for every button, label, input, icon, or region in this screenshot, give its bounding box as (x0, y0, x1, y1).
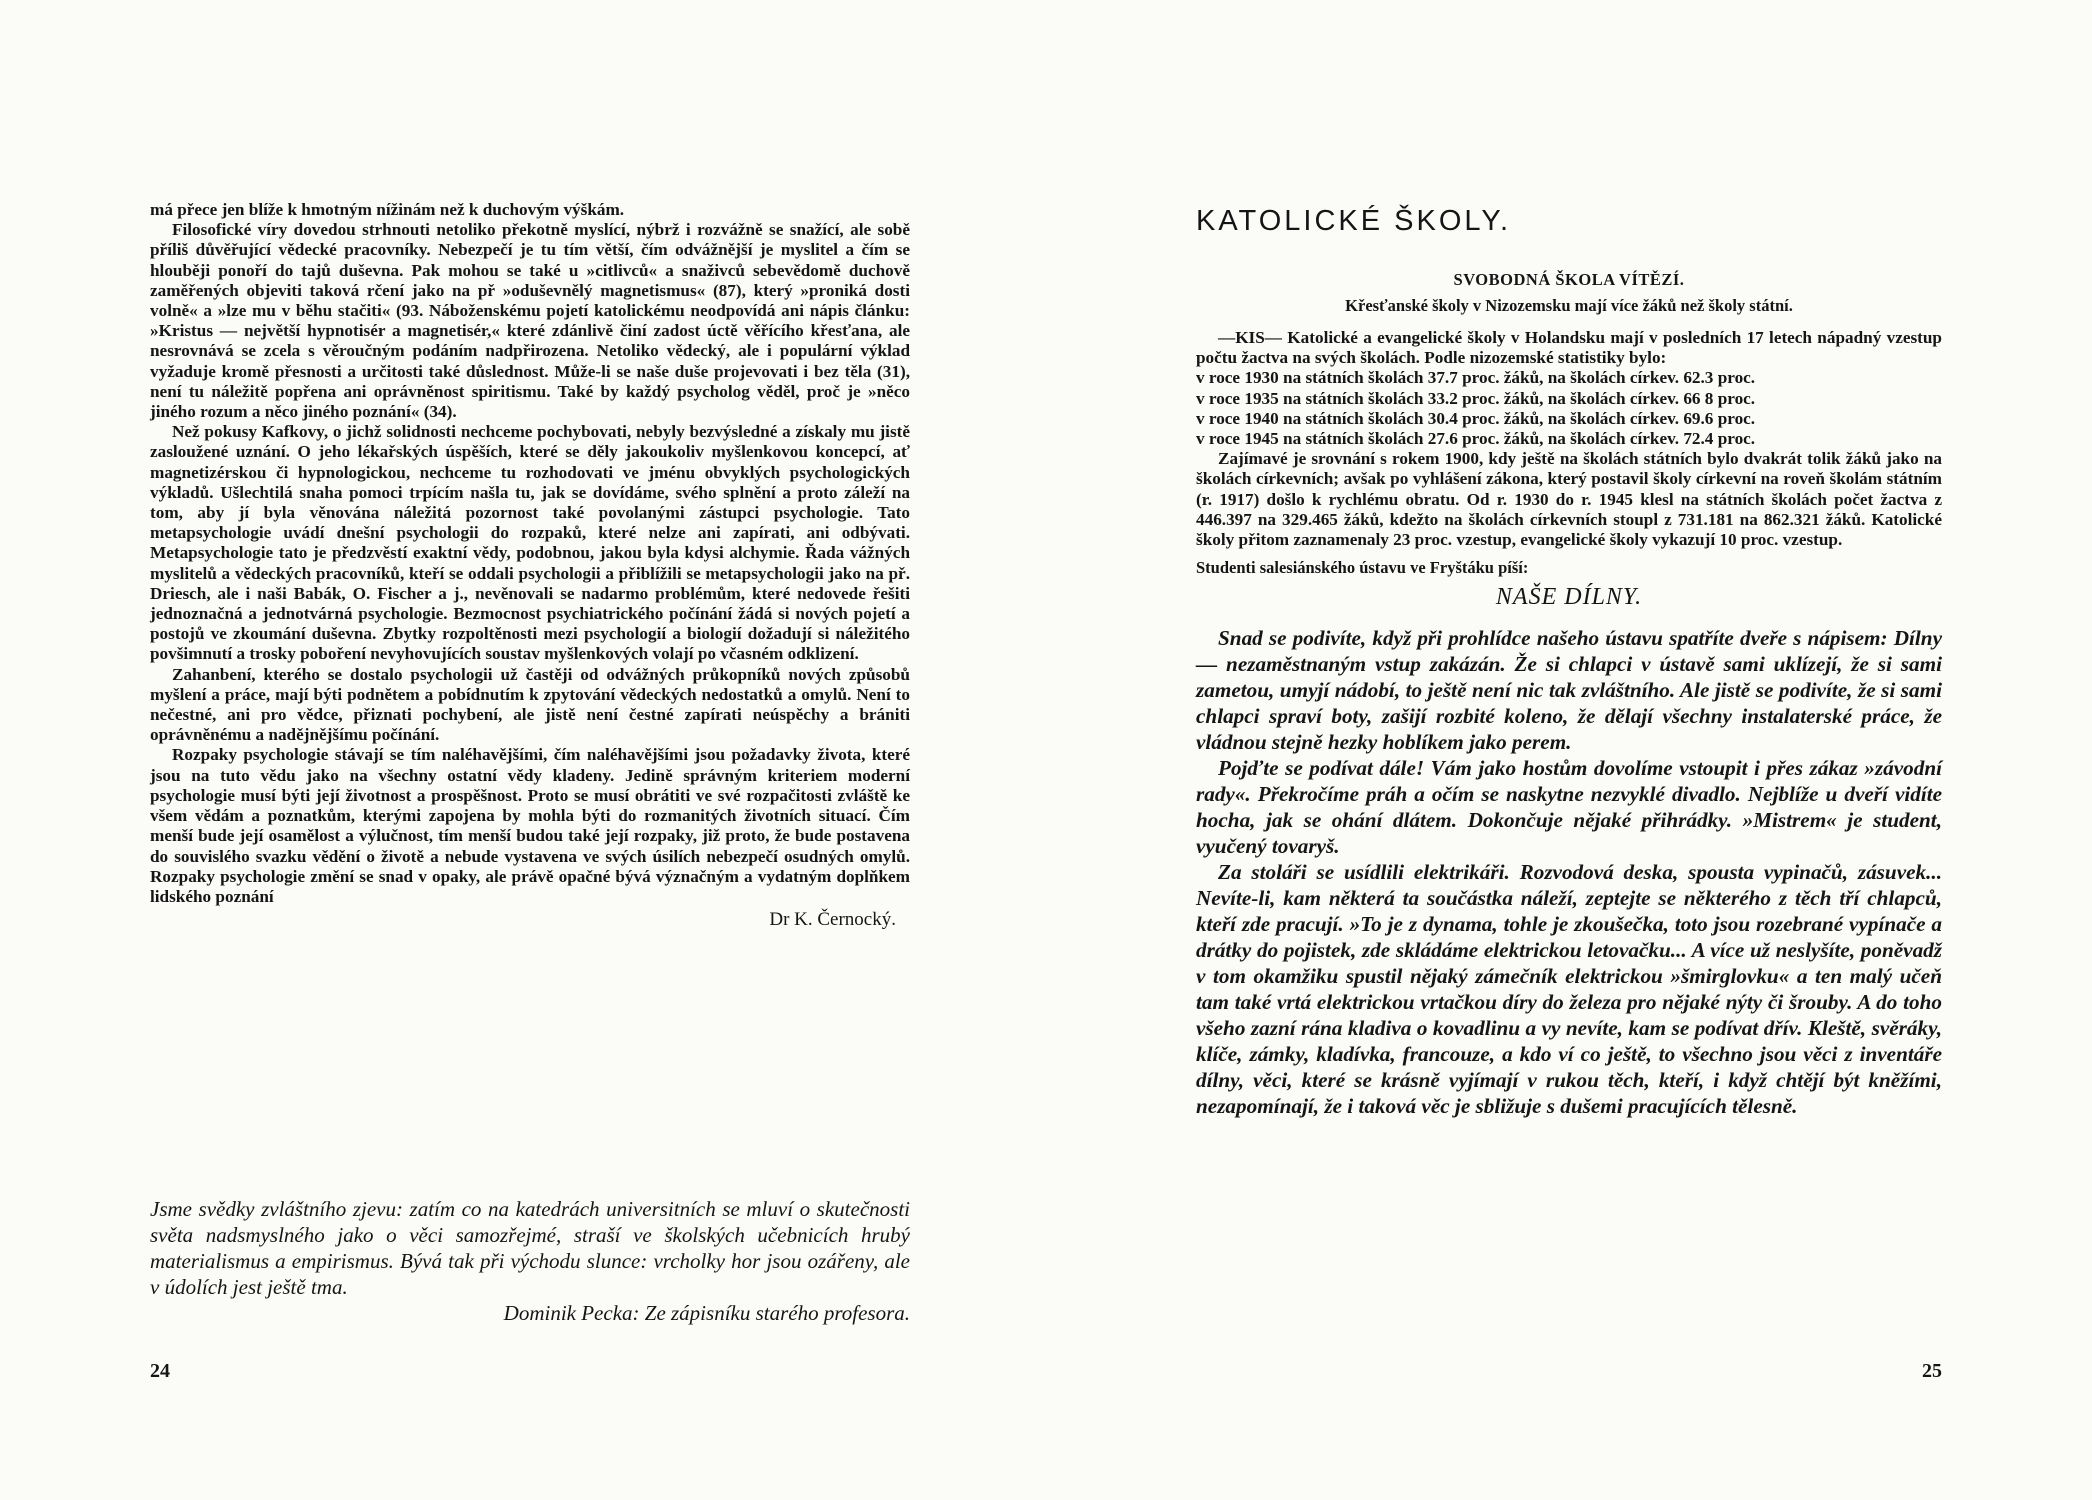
students-intro: Studenti salesiánského ústavu ve Fryštáku píší: (1196, 558, 1529, 578)
quote-attribution: Dominik Pecka: Ze zápisníku starého profesora. (503, 1301, 910, 1325)
left-paragraph: Rozpaky psychologie stávají se tím naléhavějšími, čím naléhavějšími jsou požadavky života, které jsou na tuto vědu jako na všechny ostatní vědy kladeny. Jedině správným kriteriem moderní psychologie musí býti její životnost a prospěšnost. Proto se musí obrátiti ve své rozpačitosti zvláště ke všem vědám a poznatkům, kterými zapojena by mohla býti do rozmanitých životních situací. Čím menší bude její osamělost a výlučnost, tím menší budou také její rozpaky, již proto, že bude postavena do souvislého svazku vědění o životě a nebude vystavena ve svých úsilích nebezpečí osudných omylů. Rozpaky psychologie změní se snad v opaky, ale právě opačné bývá význačným a vydatným doplňkem lidského poznání (150, 745, 910, 906)
left-paragraph: Zahanbení, kterého se dostalo psychologii už častěji od odvážných průkopníků nových způsobů myšlení a práce, mají býti podnětem a pobídnutím k zpytování vědeckých nedostatků a omylů. Není to nečestné, ani pro vědce, přiznati pochybení, ale jistě není čestné zapírati neúspěchy a brániti oprávněnému a nadějnějšímu počínání. (150, 664, 910, 745)
right-page (1046, 0, 2092, 1500)
workshop-title: NAŠE DÍLNY. (1495, 584, 1643, 611)
quote-block (150, 1196, 910, 1326)
section-title: KATOLICKÉ ŠKOLY. (1196, 205, 1512, 237)
workshop-paragraph: Pojďte se podívat dále! Vám jako hostům dovolíme vstoupit i přes zákaz »závodní rady«. Překročíme práh a očím se naskytne nezvyklé divadlo. Nejblíže u dveří vidíte hocha, jak se ohání dlátem. Dokončuje nějaké přihrádky. »Mistrem« je student, vyučený tovaryš. (1196, 756, 1942, 859)
left-paragraph: Než pokusy Kafkovy, o jichž solidnosti nechceme pochybovati, nebyly bezvýsledné a získaly mu jistě zasloužené uznání. O jeho lékařských úspěších, které se děly jakoukoliv myšlenkovou koncepcí, ať magnetizérskou či hypnologickou, nechceme tu rozhodovati ve jménu obvyklých psychologických výkladů. Ušlechtilá snaha pomoci trpícím našla tu, jak se dovídáme, svého splnění a proto záleží na tom, aby jí byla věnována náležitá pozornost také povolanými zástupci psychologie. Tato metapsychologie uvádí dnešní psychologii do rozpaků, které nelze ani zapírati, ani odbývati. Metapsychologie tato je předzvěstí exaktní vědy, podobnou, jakou byla kdysi alchymie. Řada vážných myslitelů a vědeckých pracovníků, kteří se oddali psychologii a přiblížili se metapsychologii jako na př. Driesch, ale i naši Babák, O. Fischer a j., nevěnovali se nadarmo problémům, které nedovede řešiti jednoznačná a jednotvárná psychologie. Bezmocnost psychiatrického počínání žádá si nových pojetí a postojů ve zkoumání duševna. Zbytky rozpoltěnosti mezi psychologií a biologií dožadují si náležitého povšimnutí a trosky poboření nevyhovujících soustav myšlenkových volají po včasném odklizení. (150, 422, 910, 664)
page-number-left: 24 (150, 1360, 170, 1382)
statistics-line: v roce 1930 na státních školách 37.7 proc. žáků, na školách církev. 62.3 proc. (1196, 368, 1756, 388)
workshop-article-body (1196, 625, 1942, 1119)
article-subtitle: Křesťanské školy v Nizozemsku mají více žáků než školy státní. (1345, 296, 1793, 315)
page-number-right: 25 (1922, 1360, 1942, 1382)
article-title: SVOBODNÁ ŠKOLA VÍTĚZÍ. (1453, 270, 1685, 289)
news-followup: Zajímavé je srovnání s rokem 1900, kdy ještě na školách státních bylo dvakrát tolik žáků jako na školách církevních; avšak po vyhlášení zákona, který postavil školy církevní na roveň školám státním (r. 1917) došlo k rychlému obratu. Od r. 1930 do r. 1945 klesl na státních školách počet žactva z 446.397 na 329.465 žáků, kdežto na školách církevních stoupl z 731.181 na 862.321 žáků. Katolické školy přitom zaznamenaly 23 proc. vzestup, evangelické školy vykazují 10 proc. vzestup. (1196, 449, 1942, 550)
left-paragraph: má přece jen blíže k hmotným nížinám než k duchovým výškám. (150, 200, 625, 219)
statistics-line: v roce 1935 na státních školách 33.2 proc. žáků, na školách církev. 66 8 proc. (1196, 388, 1756, 408)
statistics-line: v roce 1940 na státních školách 30.4 proc. žáků, na školách církev. 69.6 proc. (1196, 408, 1756, 428)
left-paragraph: Filosofické víry dovedou strhnouti netoliko překotně myslící, nýbrž i rozvážně se snažící, ale sobě příliš důvěřující vědecké pracovníky. Nebezpečí je tu tím větší, čím odvážnější je myslitel a čím se hlouběji ponoří do tajů duševna. Pak mohou se také u »citlivců« a snaživců sebevědomě duchově zaměřených objeviti taková rčení jako na př »oduševnělý magnetismus« (87), který »proniká dosti volně« a »lze mu v běhu stačiti« (93. Náboženskému pojetí katolickému neodpovídá ani nápis článku: »Kristus — největší hypnotisér a magnetisér,« které zdánlivě činí zadost úctě věřícího křesťana, ale nesrovnává se zcela s věroučným podáním nadpřirozena. Netoliko vědecký, ale i populární výklad vyžaduje kromě přesnosti a určitosti také důslednost. Může-li se naše duše projevovati i bez těla (31), není tu náležitě popřena ani oprávněnost spiritismu. Také by každý psycholog věděl, proč je »něco jiného rozum a něco jiného poznání« (34). (150, 220, 910, 422)
workshop-paragraph: Snad se podivíte, když při prohlídce našeho ústavu spatříte dveře s nápisem: Dílny — nezaměstnaným vstup zakázán. Že si chlapci v ústavě sami uklízejí, že si sami zametou, umyjí nádobí, to ještě není nic tak zvláštního. Ale jistě se podivíte, že si sami chlapci spraví boty, zašijí rozbité koleno, že dělají všechny instalaterské práce, že vládnou stejně hezky hoblíkem jako perem. (1196, 626, 1942, 755)
workshop-paragraph: Za stoláři se usídlili elektrikáři. Rozvodová deska, spousta vypinačů, zásuvek... Nevíte-li, kam některá ta součástka náleží, zeptejte se některého z těch tří chlapců, kteří zde pracují. »To je z dynama, tohle je zkoušečka, toto jsou rozebrané vypínače a drátky do pojistek, zde skládáme elektrickou letovačku... A více už neslyšíte, poněvadž v tom okamžiku spustil nějaký zámečník elektrickou »šmirglovku« a ten malý učeň tam také vrtá elektrickou vrtačkou díry do železa pro nějaké nýty či šrouby. A do toho všeho zazní rána kladiva o kovadlinu a vy nevíte, kam se podívat dřív. Kleště, svěráky, klíče, zámky, kladívka, francouze, a kdo ví co ještě, to všechno jsou věci z inventáře dílny, věci, které se krásně vyjímají v rukou těch, kteří, i když chtějí být kněžími, nezapomínají, že i taková věc je sbližuje s dušemi pracujících tělesně. (1196, 860, 1942, 1119)
news-report (1196, 328, 1942, 550)
news-intro: —KIS— Katolické a evangelické školy v Holandsku mají v posledních 17 letech nápadný vzestup počtu žactva na svých školách. Podle nizozemské statistiky bylo: (1196, 328, 1942, 368)
statistics-line: v roce 1945 na státních školách 27.6 proc. žáků, na školách církev. 72.4 proc. (1196, 429, 1756, 449)
author-signature: Dr K. Černocký. (769, 909, 896, 931)
left-article-body (150, 200, 910, 930)
right-article-column (1196, 270, 1942, 1119)
statistics-list (1196, 368, 1942, 449)
quote-text: Jsme svědky zvláštního zjevu: zatím co na katedrách universitních se mluví o skutečnosti světa nadsmyslného jako o věci samozřejmé, straší ve školských učebnicích hrubý materialismus a empirismus. Bývá tak při východu slunce: vrcholky hor jsou ozářeny, ale v údolích jest ještě tma. (150, 1197, 910, 1299)
